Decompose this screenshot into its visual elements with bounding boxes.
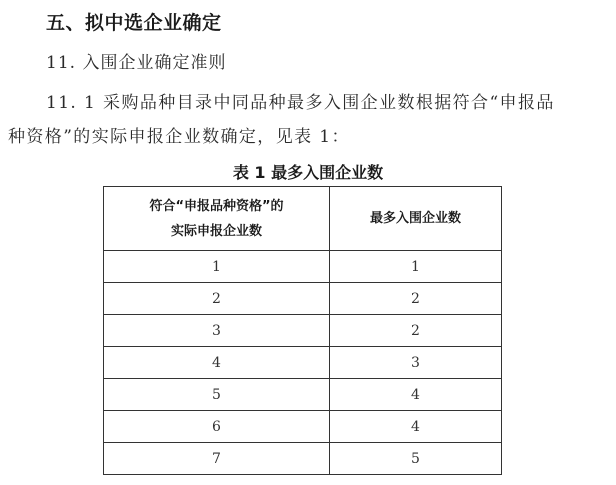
section-heading: 五、拟中选企业确定: [46, 12, 222, 34]
cell-max-selected: 3: [330, 347, 502, 379]
cell-applicant-count: 4: [104, 347, 330, 379]
cell-max-selected: 2: [330, 283, 502, 315]
paragraph-line-2: 种资格”的实际申报企业数确定，见表 1：: [8, 127, 350, 147]
cell-max-selected: 4: [330, 411, 502, 443]
table-row: [104, 443, 502, 475]
table-row: [104, 283, 502, 315]
header-max-selected: 最多入围企业数: [330, 187, 502, 251]
cell-applicant-count: 3: [104, 315, 330, 347]
header-applicant-count-line-1: 符合“申报品种资格”的: [149, 198, 284, 214]
cell-applicant-count: 7: [104, 443, 330, 475]
table-caption: 表 1 最多入围企业数: [232, 163, 384, 182]
table-row: [104, 347, 502, 379]
paragraph-line-1: 11. 1 采购品种目录中同品种最多入围企业数根据符合“申报品: [46, 93, 555, 113]
table-row: [104, 411, 502, 443]
header-applicant-count: [104, 187, 330, 251]
header-applicant-count-line-2: 实际申报企业数: [170, 223, 262, 239]
cell-max-selected: 1: [330, 251, 502, 283]
quota-table: [103, 186, 502, 475]
table-header-row: [104, 187, 502, 251]
cell-max-selected: 5: [330, 443, 502, 475]
cell-applicant-count: 5: [104, 379, 330, 411]
table-row: [104, 251, 502, 283]
cell-max-selected: 2: [330, 315, 502, 347]
rule-heading: 11. 入围企业确定准则: [46, 53, 227, 73]
cell-applicant-count: 1: [104, 251, 330, 283]
table-row: [104, 379, 502, 411]
cell-applicant-count: 2: [104, 283, 330, 315]
cell-applicant-count: 6: [104, 411, 330, 443]
table-row: [104, 315, 502, 347]
cell-max-selected: 4: [330, 379, 502, 411]
